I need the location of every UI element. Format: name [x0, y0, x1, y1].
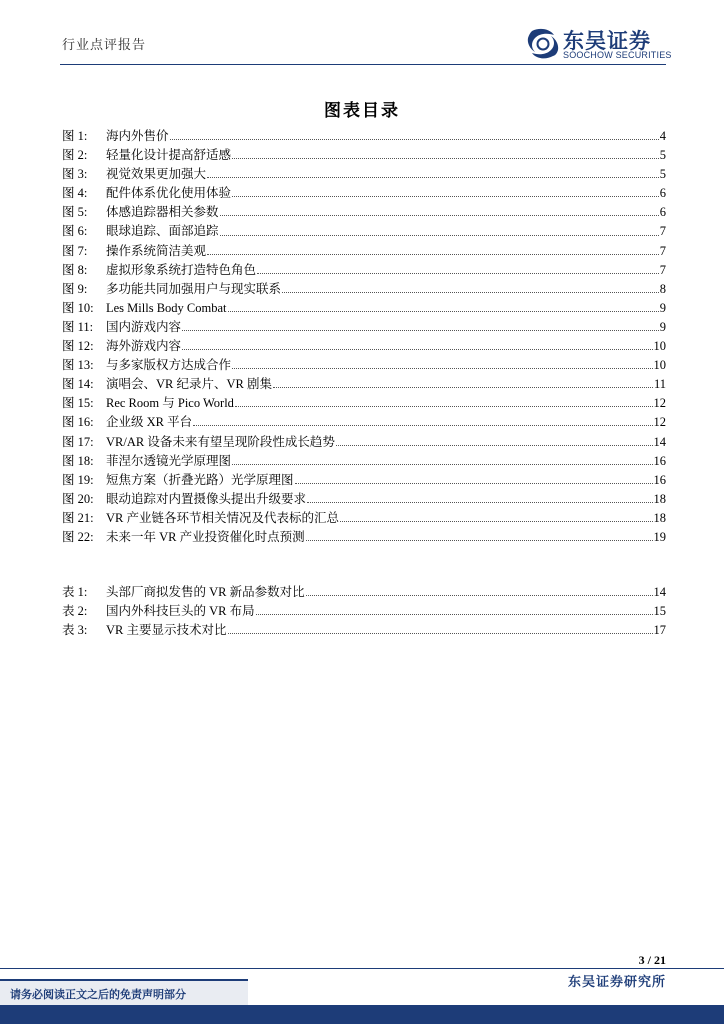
- toc-entry-label: 图 11:: [62, 319, 94, 334]
- toc-entry[interactable]: [62, 145, 666, 164]
- toc-entry[interactable]: [62, 260, 666, 279]
- footer-bar: [0, 1005, 724, 1024]
- toc-entry[interactable]: [62, 202, 666, 221]
- dot-leader: [228, 311, 659, 312]
- toc-entry-page: 5: [659, 148, 666, 163]
- dot-leader: [220, 235, 659, 236]
- toc-entry-label: 图 20:: [62, 491, 94, 506]
- toc-entry-title: VR 产业链各环节相关情况及代表标的汇总: [106, 510, 339, 525]
- dot-leader: [232, 464, 652, 465]
- toc-entry-label: 表 3:: [62, 623, 88, 638]
- toc-entry-label: 图 6:: [62, 224, 88, 239]
- toc-entry-label: 图 7:: [62, 243, 88, 258]
- toc-entry-page: 12: [653, 415, 666, 430]
- toc-entry-page: 7: [659, 262, 666, 277]
- toc-entry-title: 视觉效果更加强大: [106, 167, 207, 182]
- toc-entry-title: 短焦方案（折叠光路）光学原理图: [106, 472, 294, 487]
- footer-divider: [0, 968, 724, 969]
- toc-entry-page: 5: [659, 167, 666, 182]
- dot-leader: [307, 502, 652, 503]
- dot-leader: [182, 349, 652, 350]
- toc-entry[interactable]: [62, 126, 666, 145]
- toc-entry-page: 10: [653, 358, 666, 373]
- report-type: 行业点评报告: [62, 37, 147, 52]
- toc-entry-title: VR/AR 设备未来有望呈现阶段性成长趋势: [106, 434, 335, 449]
- toc-entry[interactable]: [62, 489, 666, 508]
- toc-entry-label: 图 14:: [62, 377, 94, 392]
- dot-leader: [170, 139, 659, 140]
- footer-organization: 东吴证券研究所: [567, 974, 666, 989]
- dot-leader: [306, 540, 653, 541]
- toc-entry[interactable]: [62, 336, 666, 355]
- toc-entry-page: 4: [659, 129, 666, 143]
- figure-list: [62, 126, 666, 546]
- toc-entry-title: 国内外科技巨头的 VR 布局: [106, 604, 255, 619]
- toc-entry[interactable]: [62, 432, 666, 451]
- dot-leader: [182, 330, 659, 331]
- toc-entry[interactable]: [62, 164, 666, 183]
- toc-entry-page: 19: [653, 529, 666, 544]
- toc-entry[interactable]: [62, 241, 666, 260]
- toc-entry-title: 配件体系优化使用体验: [106, 186, 232, 201]
- dot-leader: [306, 595, 653, 596]
- toc-entry-title: 未来一年 VR 产业投资催化时点预测: [106, 529, 305, 544]
- toc-entry-label: 图 9:: [62, 281, 88, 296]
- table-list: [62, 582, 666, 639]
- dot-leader: [282, 292, 659, 293]
- toc-entry-title: 轻量化设计提高舒适感: [106, 148, 232, 163]
- toc-entry-title: 与多家版权方达成合作: [106, 358, 232, 373]
- dot-leader: [340, 521, 653, 522]
- toc-entry-title: 国内游戏内容: [106, 319, 182, 334]
- toc-entry-page: 9: [659, 300, 666, 315]
- toc-entry[interactable]: [62, 298, 666, 317]
- logo-chinese-name: 东吴证券: [563, 29, 651, 53]
- toc-entry[interactable]: [62, 374, 666, 393]
- dot-leader: [256, 614, 653, 615]
- toc-entry-page: 16: [653, 472, 666, 487]
- toc-entry[interactable]: [62, 412, 666, 431]
- toc-entry-page: 6: [659, 186, 666, 201]
- toc-entry-title: Rec Room 与 Pico World: [106, 396, 234, 411]
- toc-entry-label: 图 5:: [62, 205, 88, 220]
- toc-entry-title: 头部厂商拟发售的 VR 新品参数对比: [106, 585, 305, 599]
- toc-entry[interactable]: [62, 508, 666, 527]
- toc-entry-page: 16: [653, 453, 666, 468]
- toc-entry-page: 11: [653, 377, 666, 392]
- toc-entry-title: 企业级 XR 平台: [106, 415, 193, 430]
- toc-entry[interactable]: [62, 279, 666, 298]
- toc-entry-title: 虚拟形象系统打造特色角色: [106, 262, 257, 277]
- dot-leader: [336, 445, 653, 446]
- toc-entry-title: 菲涅尔透镜光学原理图: [106, 453, 232, 468]
- toc-entry-title: 操作系统简洁美观: [106, 243, 207, 258]
- toc-entry-label: 图 13:: [62, 358, 94, 373]
- toc-entry-page: 9: [659, 319, 666, 334]
- toc-entry-title: 海外游戏内容: [106, 339, 182, 354]
- toc-entry-page: 7: [659, 224, 666, 239]
- toc-entry-page: 14: [653, 434, 666, 449]
- toc-entry-label: 图 10:: [62, 300, 94, 315]
- toc-entry-label: 图 3:: [62, 167, 88, 182]
- toc-entry-page: 12: [653, 396, 666, 411]
- toc-entry[interactable]: [62, 183, 666, 202]
- dot-leader: [228, 633, 653, 634]
- toc-entry-label: 图 15:: [62, 396, 94, 411]
- toc-entry-label: 图 19:: [62, 472, 94, 487]
- toc-entry-title: VR 主要显示技术对比: [106, 623, 227, 638]
- toc-title: 图表目录: [324, 101, 400, 120]
- toc-entry-page: 15: [653, 604, 666, 619]
- soochow-logo-icon: [526, 27, 560, 61]
- toc-entry-label: 图 1:: [62, 129, 88, 143]
- toc-entry-title: 体感追踪器相关参数: [106, 205, 219, 220]
- toc-entry[interactable]: [62, 582, 666, 601]
- footer-disclaimer[interactable]: 请务必阅读正文之后的免责声明部分: [10, 988, 186, 1001]
- toc-entry-title: Les Mills Body Combat: [106, 300, 227, 315]
- toc-entry-page: 8: [659, 281, 666, 296]
- toc-entry[interactable]: [62, 221, 666, 240]
- toc-entry-page: 7: [659, 243, 666, 258]
- dot-leader: [235, 406, 653, 407]
- dot-leader: [273, 387, 653, 388]
- toc-entry-page: 6: [659, 205, 666, 220]
- toc-entry-label: 表 2:: [62, 604, 88, 619]
- dot-leader: [193, 425, 652, 426]
- toc-entry[interactable]: [62, 470, 666, 489]
- toc-entry-page: 17: [653, 623, 666, 638]
- toc-entry-title: 多功能共同加强用户与现实联系: [106, 281, 282, 296]
- toc-entry[interactable]: [62, 451, 666, 470]
- toc-entry[interactable]: [62, 317, 666, 336]
- dot-leader: [232, 158, 659, 159]
- logo-english-name: SOOCHOW SECURITIES: [563, 50, 672, 60]
- dot-leader: [257, 273, 659, 274]
- company-logo: [526, 27, 676, 61]
- header-divider: [60, 64, 666, 65]
- toc-entry-title: 演唱会、VR 纪录片、VR 剧集: [106, 377, 272, 392]
- toc-entry[interactable]: [62, 620, 666, 639]
- toc-entry[interactable]: [62, 393, 666, 412]
- page-number: 3 / 21: [638, 953, 666, 967]
- toc-entry-title: 海内外售价: [106, 129, 169, 143]
- dot-leader: [295, 483, 653, 484]
- toc-entry-page: 14: [653, 585, 666, 599]
- toc-entry-title: 眼球追踪、面部追踪: [106, 224, 219, 239]
- dot-leader: [207, 254, 659, 255]
- toc-entry-label: 图 16:: [62, 415, 94, 430]
- toc-entry-title: 眼动追踪对内置摄像头提出升级要求: [106, 491, 307, 506]
- dot-leader: [232, 368, 652, 369]
- toc-entry[interactable]: [62, 527, 666, 546]
- toc-entry-label: 图 22:: [62, 529, 94, 544]
- toc-entry-label: 图 4:: [62, 186, 88, 201]
- toc-entry[interactable]: [62, 355, 666, 374]
- toc-entry-page: 10: [653, 339, 666, 354]
- dot-leader: [232, 196, 659, 197]
- toc-entry[interactable]: [62, 601, 666, 620]
- footer-disclaimer-tab: [0, 979, 248, 1007]
- toc-entry-page: 18: [653, 510, 666, 525]
- toc-entry-page: 18: [653, 491, 666, 506]
- toc-entry-label: 图 2:: [62, 148, 88, 163]
- toc-entry-label: 图 18:: [62, 453, 94, 468]
- toc-entry-label: 图 17:: [62, 434, 94, 449]
- toc-entry-label: 图 12:: [62, 339, 94, 354]
- dot-leader: [220, 215, 659, 216]
- dot-leader: [207, 177, 659, 178]
- toc-entry-label: 表 1:: [62, 585, 88, 599]
- toc-entry-label: 图 21:: [62, 510, 94, 525]
- toc-entry-label: 图 8:: [62, 262, 88, 277]
